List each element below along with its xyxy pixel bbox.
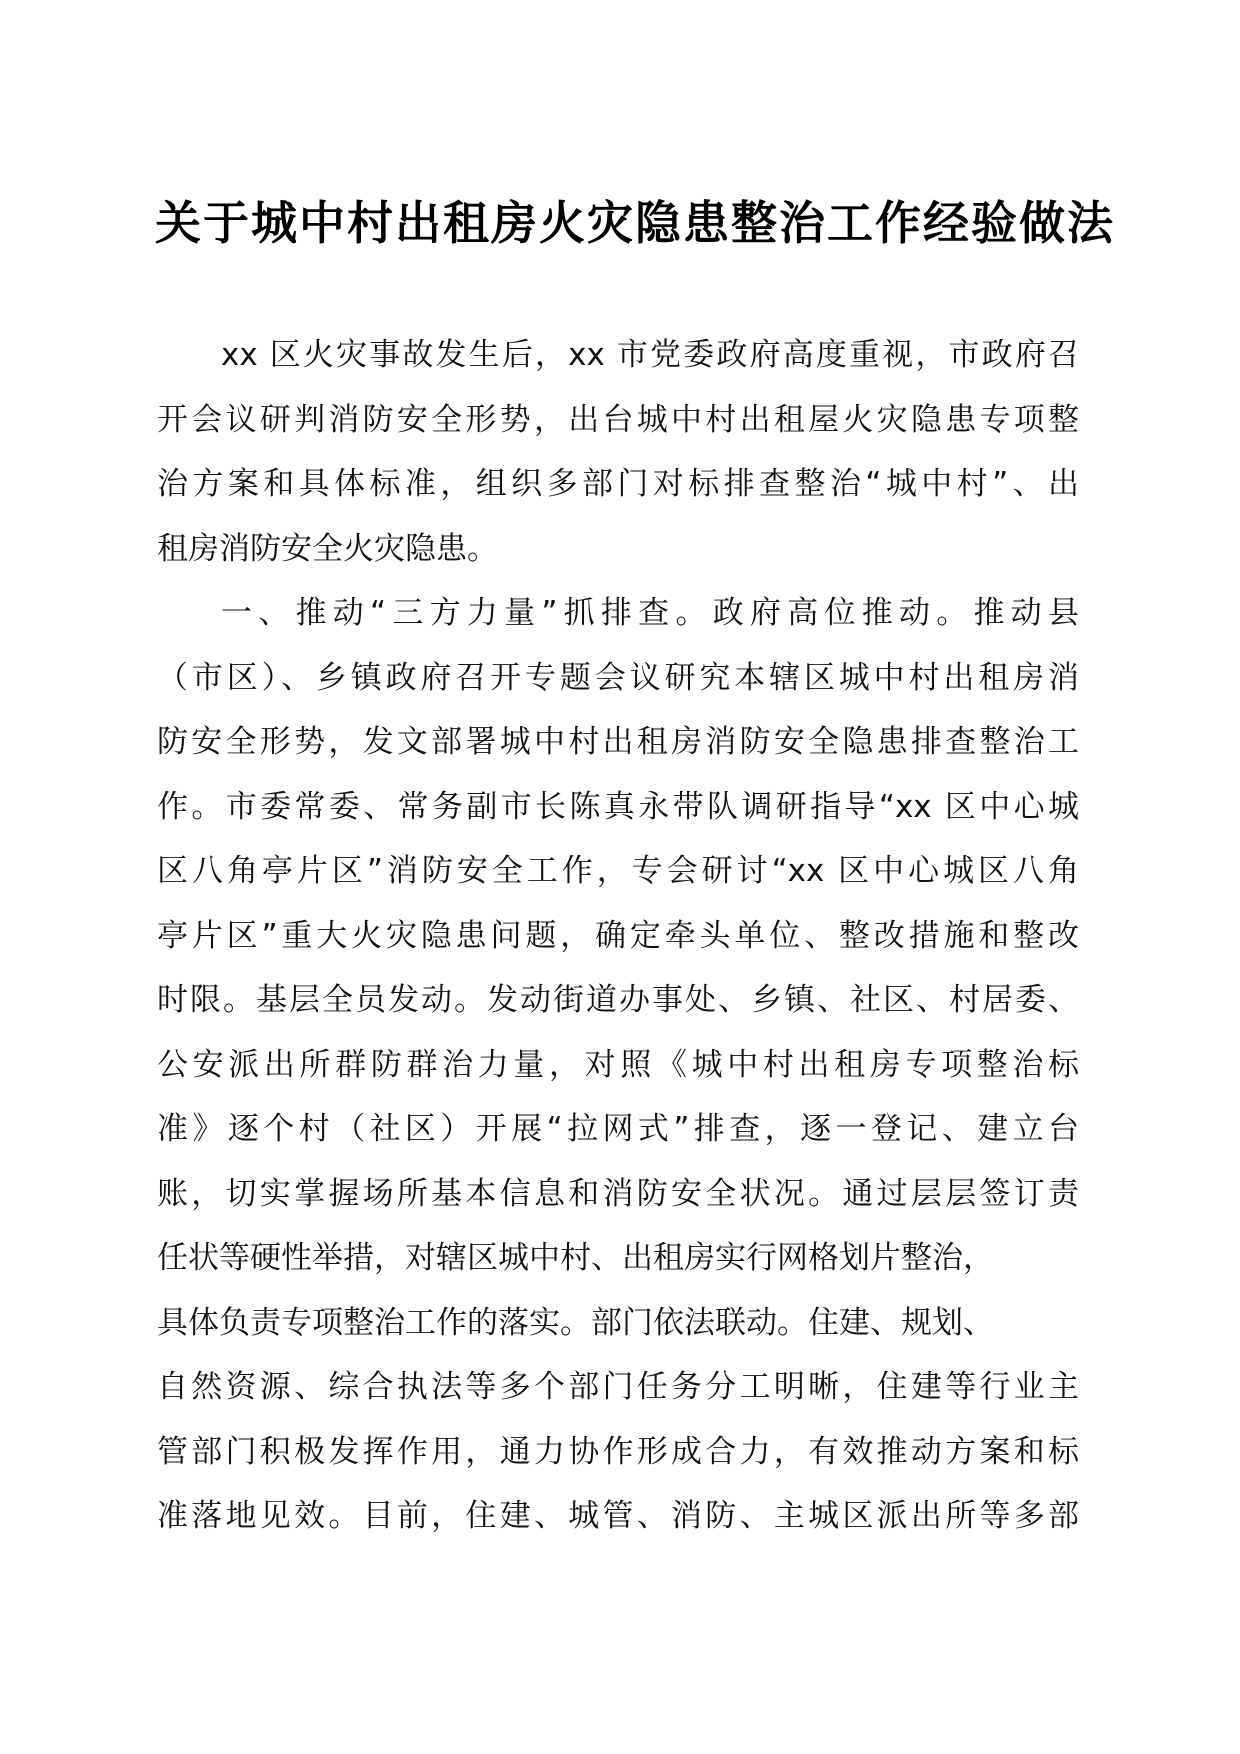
text-line: （市区）、乡镇政府召开专题会议研究本辖区城中村出租房消 (157, 659, 1079, 696)
document-body (157, 323, 1079, 1549)
text-line: 区八角亭片区”消防安全工作，专会研讨“xx 区中心城区八角 (157, 853, 1079, 889)
text-line: 一、推动“三方力量”抓排查。政府高位推动。推动县 (221, 595, 1079, 631)
text-line: 准》逐个村（社区）开展“拉网式”排查，逐一登记、建立台 (157, 1111, 1079, 1147)
text-line: 准落地见效。目前，住建、城管、消防、主城区派出所等多部 (157, 1498, 1079, 1534)
text-line: 任状等硬性举措，对辖区城中村、出租房实行网格划片整治， (157, 1240, 994, 1276)
paragraph-2 (157, 581, 1079, 1549)
text-line: 自然资源、综合执法等多个部门任务分工明晰，住建等行业主 (157, 1369, 1079, 1405)
text-line: 治方案和具体标准，组织多部门对标排查整治“城中村”、出 (157, 466, 1079, 502)
text-line: 亭片区”重大火灾隐患问题，确定牵头单位、整改措施和整改 (157, 917, 1079, 954)
text-line: 账，切实掌握场所基本信息和消防安全状况。通过层层签订责 (157, 1175, 1079, 1212)
text-line: 时限。基层全员发动。发动街道办事处、乡镇、社区、村居委、 (157, 982, 1079, 1018)
text-line: 具体负责专项整治工作的落实。部门依法联动。住建、规划、 (157, 1304, 994, 1341)
paragraph-1 (157, 323, 1079, 581)
document-title: 关于城中村出租房火灾隐患整治工作经验做法 (155, 196, 1115, 250)
text-line: 租房消防安全火灾隐患。 (157, 530, 498, 567)
text-line: 公安派出所群防群治力量，对照《城中村出租房专项整治标 (157, 1046, 1079, 1083)
text-line: xx 区火灾事故发生后，xx 市党委政府高度重视，市政府召 (221, 337, 1079, 373)
text-line: 管部门积极发挥作用，通力协作形成合力，有效推动方案和标 (157, 1433, 1079, 1470)
text-line: 开会议研判消防安全形势，出台城中村出租屋火灾隐患专项整 (157, 401, 1079, 438)
text-line: 防安全形势，发文部署城中村出租房消防安全隐患排查整治工 (157, 724, 1079, 760)
text-line: 作。市委常委、常务副市长陈真永带队调研指导“xx 区中心城 (157, 788, 1079, 825)
